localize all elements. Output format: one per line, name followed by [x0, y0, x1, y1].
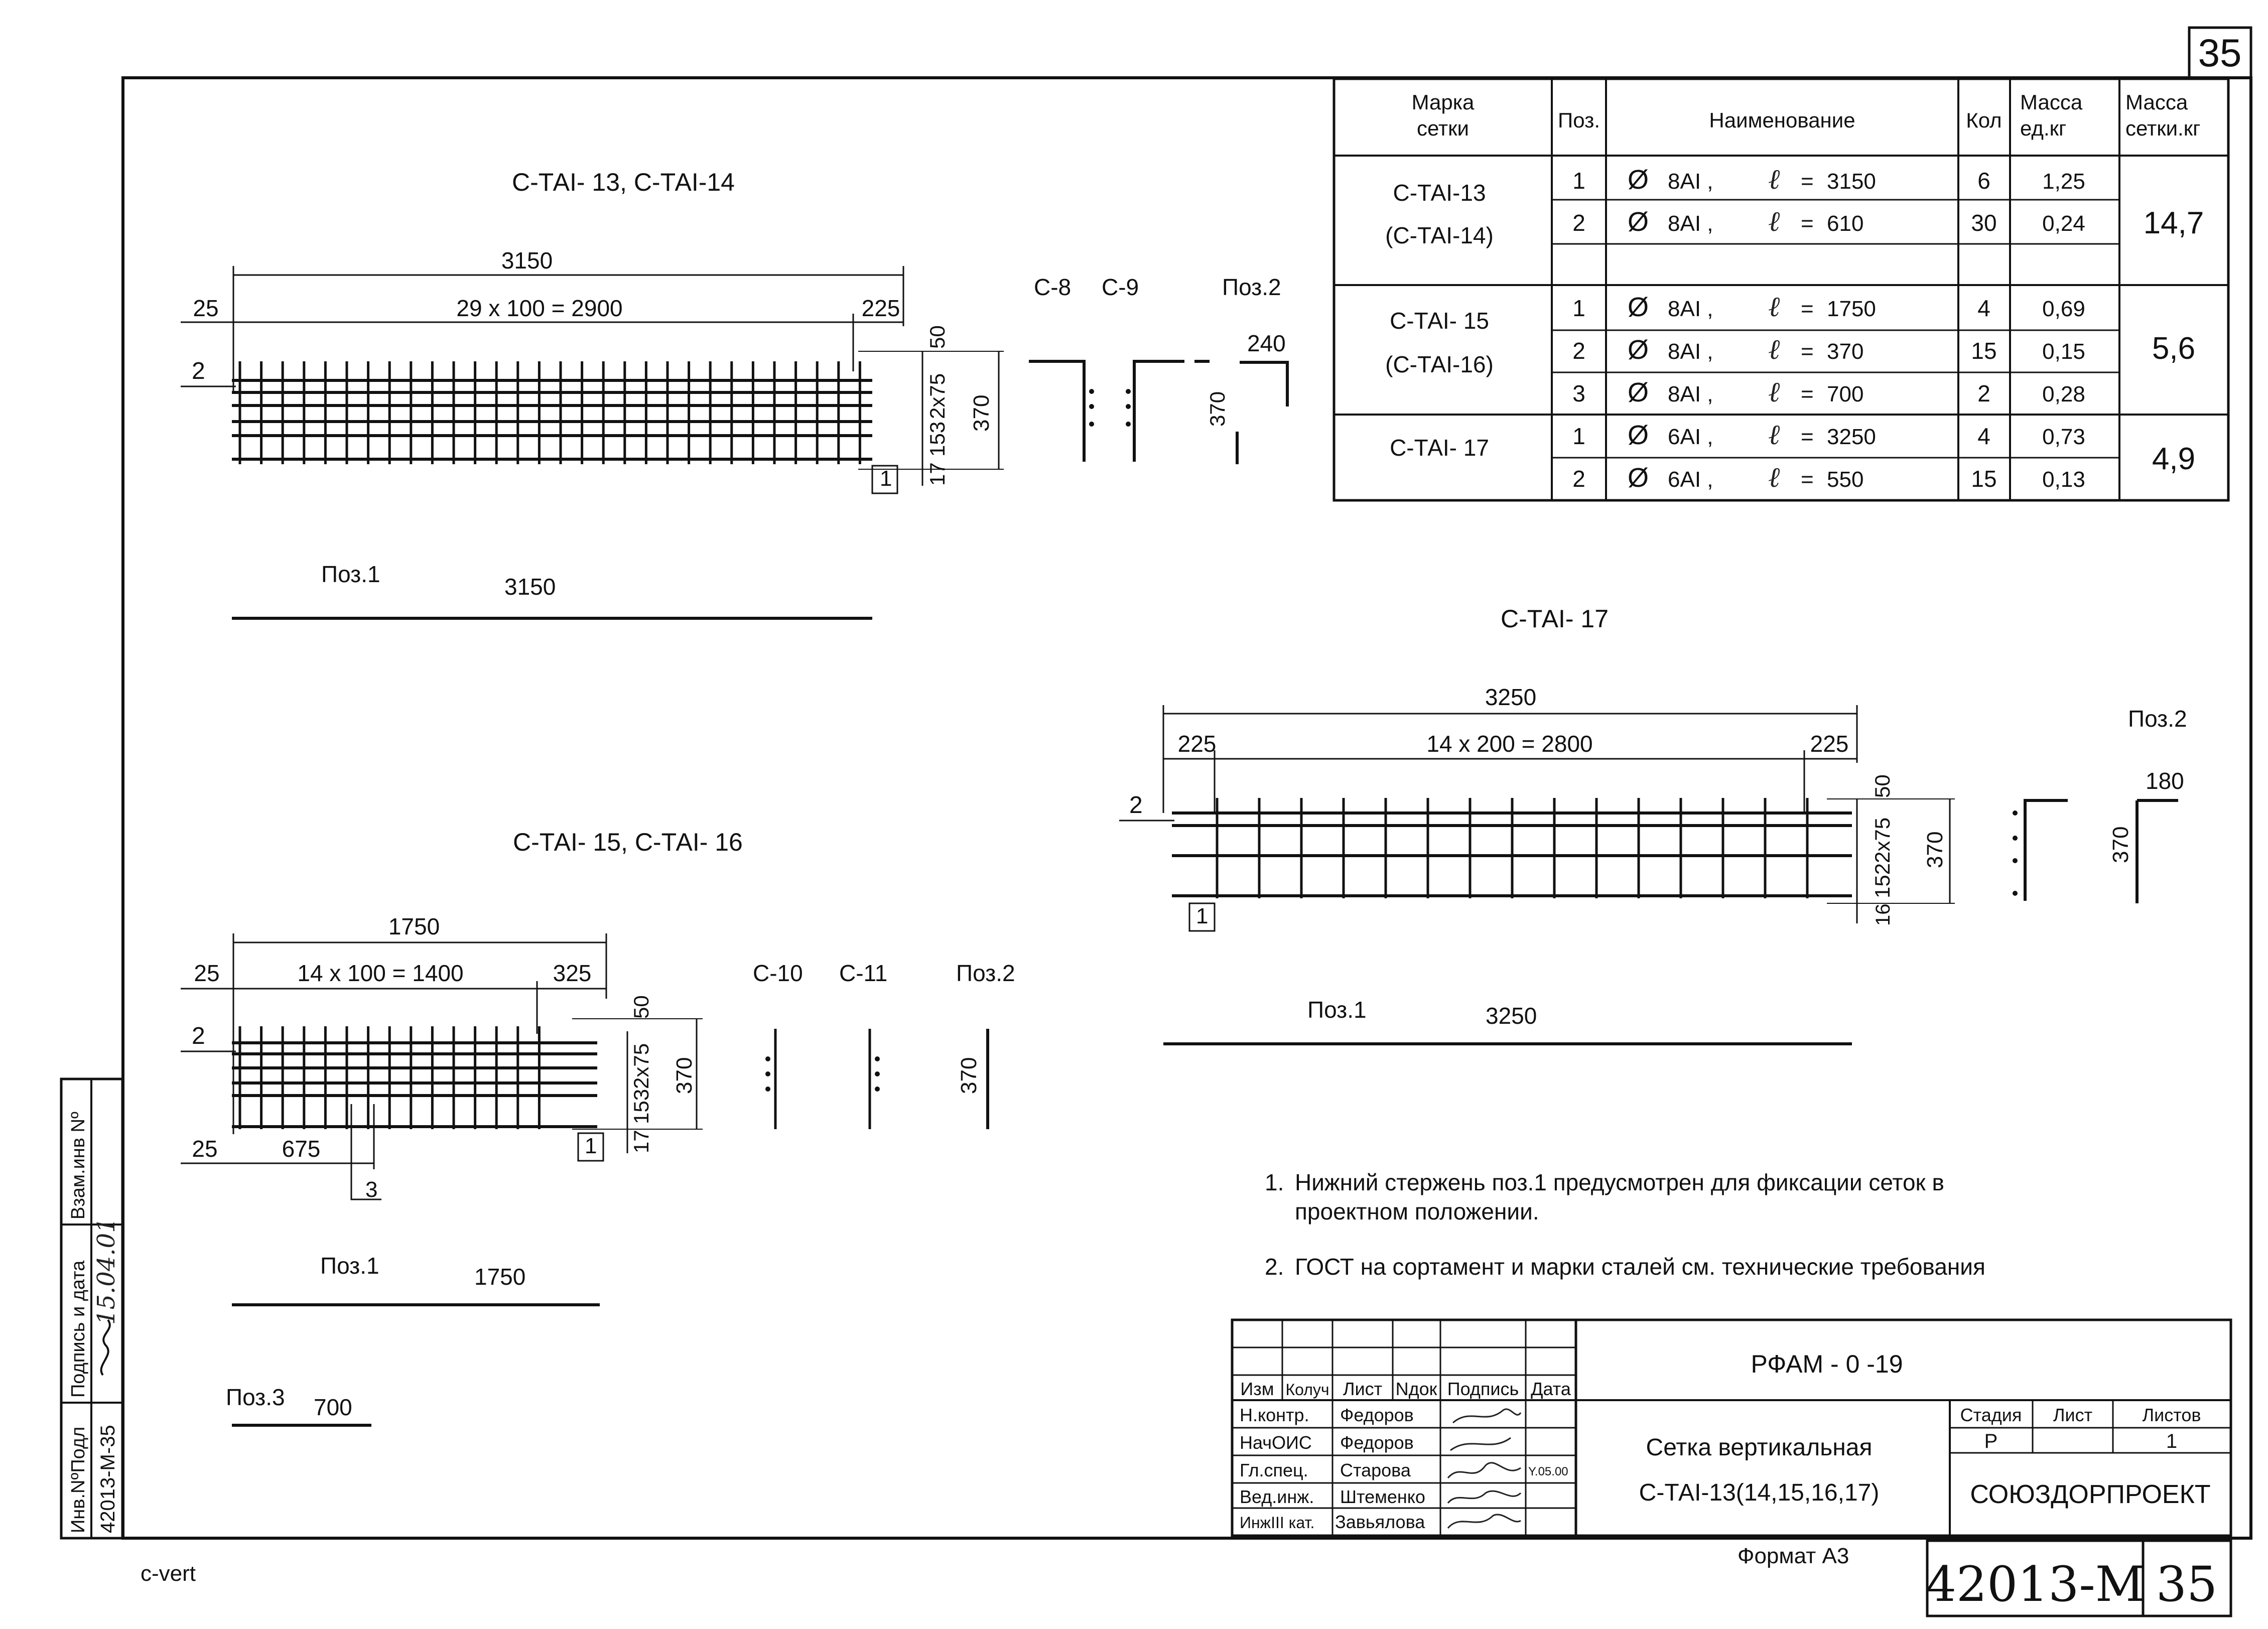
row-steel: 8АI ,: [1668, 211, 1713, 236]
tb-org: СОЮЗДОРПРОЕКТ: [1970, 1480, 2211, 1509]
format-label: Формат А3: [1738, 1544, 1849, 1568]
row-steel: 8АI ,: [1668, 297, 1713, 321]
tb-header-ndok: Nдок: [1395, 1379, 1437, 1399]
mesh-17-dim-bot: 16: [1872, 903, 1894, 926]
row-mass: 0,69: [2042, 297, 2085, 321]
group-mass-total: 14,7: [2143, 206, 2204, 240]
tb-header-date: Дата: [1531, 1379, 1571, 1399]
section-label: С-11: [839, 960, 888, 986]
pos1-length: 3250: [1486, 1003, 1537, 1029]
tb-header-list: Лист: [1343, 1379, 1383, 1399]
row-mass: 0,73: [2042, 425, 2085, 449]
signature-mark: [101, 1320, 110, 1375]
diameter-symbol: Ø: [1628, 377, 1649, 408]
pos3-length: 700: [314, 1394, 352, 1420]
mesh-15-overall: 1750: [388, 913, 440, 939]
spec-group-2: [1385, 291, 2195, 409]
row-mass: 0,24: [2042, 211, 2085, 236]
mesh-15-bottom-span: 675: [282, 1136, 321, 1162]
length-symbol: ℓ: [1768, 461, 1780, 494]
length-symbol: ℓ: [1768, 419, 1780, 451]
row-eq: =: [1801, 297, 1814, 321]
row-eq: =: [1801, 425, 1814, 449]
tb-role: Н.контр.: [1240, 1405, 1309, 1425]
spec-group-3: [1390, 419, 2195, 494]
mesh-15-left: 25: [194, 960, 220, 986]
sheet-frame: [123, 28, 2251, 1586]
mesh-17-span: 14 x 200 = 2800: [1426, 731, 1593, 757]
mesh-17-dim-low: 152: [1871, 863, 1894, 898]
header-mass-total-line2: сетки.кг: [2125, 116, 2201, 140]
tb-header-izm: Изм: [1240, 1379, 1274, 1399]
length-symbol: ℓ: [1768, 205, 1780, 238]
mesh-15-dim-low: 153: [629, 1089, 653, 1124]
row-length: 3250: [1827, 425, 1876, 449]
mesh-15-dim-mid: 2x75: [629, 1043, 653, 1089]
diameter-symbol: Ø: [1628, 335, 1649, 365]
row-mass: 0,13: [2042, 467, 2085, 492]
mesh-13-dim-low: 153: [925, 421, 949, 457]
row-steel: 8АI ,: [1668, 339, 1713, 364]
mesh-13-dim-mid: 2x75: [925, 373, 949, 419]
pos2-height: 370: [957, 1057, 981, 1094]
mesh-15-dim-bot: 17: [629, 1130, 653, 1153]
tb-role: Гл.спец.: [1240, 1460, 1308, 1480]
mesh-17-pos-left: 2: [1129, 792, 1143, 819]
row-steel: 8АI ,: [1668, 169, 1713, 194]
tb-role: НачОИС: [1240, 1432, 1312, 1453]
tb-sheets-label: Листов: [2142, 1405, 2201, 1425]
row-qty: 2: [1977, 380, 1990, 406]
tb-header-sign: Подпись: [1447, 1379, 1519, 1399]
diameter-symbol: Ø: [1628, 292, 1649, 322]
mesh-17-left: 225: [1177, 731, 1217, 757]
row-pos: 1: [1572, 295, 1585, 321]
row-qty: 15: [1971, 466, 1997, 492]
mesh-13-span: 29 x 100 = 2900: [456, 295, 623, 321]
row-pos: 3: [1572, 380, 1585, 406]
mesh-13-pos-left: 2: [192, 358, 205, 384]
row-pos: 1: [1572, 168, 1585, 194]
tb-title: Сетка вертикальная: [1646, 1434, 1873, 1461]
pos2-top: 180: [2146, 768, 2184, 794]
header-mass-unit-line2: ед.кг: [2020, 116, 2067, 140]
group-mass-total: 4,9: [2152, 442, 2196, 476]
tb-name: Завьялова: [1335, 1512, 1425, 1532]
pos1-label: Поз.1: [1307, 997, 1367, 1023]
signatures: [1448, 1409, 1521, 1528]
header-mark-line2: сетки: [1416, 116, 1470, 140]
tb-name: Штеменко: [1340, 1486, 1425, 1507]
mesh-17-overall: 3250: [1485, 684, 1537, 710]
tb-sheets-value: 1: [2166, 1430, 2178, 1452]
row-mass: 1,25: [2042, 169, 2085, 194]
mesh-17-height: 370: [1923, 831, 1947, 868]
table-row: [1572, 419, 2085, 451]
tb-name: Федоров: [1340, 1432, 1414, 1453]
mesh-15-dim-top: 50: [629, 995, 653, 1019]
row-length: 370: [1827, 339, 1864, 364]
tb-sheet-label: Лист: [2053, 1405, 2093, 1425]
pos1-label: Поз.1: [320, 1253, 379, 1279]
row-pos: 1: [1572, 423, 1585, 449]
mesh-13-height: 370: [969, 394, 994, 432]
row-pos: 2: [1572, 210, 1585, 236]
note-text: проектном положении.: [1295, 1198, 1539, 1225]
row-qty: 4: [1977, 423, 1990, 449]
tb-role: ИнжIII кат.: [1240, 1514, 1315, 1532]
inv-value: 42013-М-35: [97, 1425, 119, 1533]
length-symbol: ℓ: [1768, 376, 1780, 409]
notes: [1265, 1169, 1985, 1280]
group-mark: С-ТАI- 15: [1390, 308, 1489, 334]
side-stamp: [61, 1079, 122, 1538]
mesh-13-pos-bottom: 1: [880, 466, 892, 491]
mesh-15-drawing: [181, 828, 1015, 1425]
pos2-label: Поз.2: [1222, 274, 1281, 300]
mesh-15-height: 370: [672, 1057, 697, 1094]
length-symbol: ℓ: [1768, 291, 1780, 323]
section-label: С-10: [753, 960, 803, 986]
mesh-13-drawing: [181, 168, 1287, 618]
row-mass: 0,15: [2042, 339, 2085, 364]
length-symbol: ℓ: [1768, 333, 1780, 366]
tb-date-mark: Y.05.00: [1528, 1465, 1568, 1478]
header-mark-line1: Марка: [1411, 90, 1475, 114]
tb-subtitle: С-ТАI-13(14,15,16,17): [1639, 1479, 1880, 1506]
sheet-code: 42013-М: [1925, 1556, 2145, 1612]
note-text: Нижний стержень поз.1 предусмотрен для фиксации сеток в: [1295, 1169, 1944, 1195]
tb-name: Старова: [1340, 1460, 1411, 1480]
pos1-length: 1750: [474, 1264, 526, 1290]
table-row: [1572, 376, 2085, 409]
table-row: [1572, 163, 2085, 196]
row-qty: 4: [1977, 295, 1990, 321]
note-number: 2.: [1265, 1254, 1284, 1280]
diameter-symbol: Ø: [1628, 207, 1649, 237]
note-number: 1.: [1265, 1169, 1284, 1195]
doc-code: РФАМ - 0 -19: [1751, 1350, 1903, 1378]
diameter-symbol: Ø: [1628, 165, 1649, 195]
section-label: С-9: [1102, 274, 1139, 300]
row-qty: 6: [1977, 168, 1990, 194]
mesh-17-dim-mid: 2x75: [1871, 817, 1894, 863]
mesh-17-bars: [1172, 798, 1852, 898]
section-label: С-8: [1034, 274, 1072, 300]
title-block-text: [1240, 1350, 2217, 1612]
row-length: 1750: [1827, 297, 1876, 321]
sheet-number-bottom: 35: [2156, 1556, 2218, 1612]
group-mark: С-ТАI-13: [1393, 180, 1486, 206]
row-qty: 30: [1971, 210, 1997, 236]
note-text: ГОСТ на сортамент и марки сталей см. технические требования: [1295, 1254, 1985, 1280]
row-pos: 2: [1572, 466, 1585, 492]
row-length: 3150: [1827, 169, 1876, 194]
tb-header-koluch: Колуч: [1285, 1381, 1329, 1399]
row-length: 610: [1827, 211, 1864, 236]
mesh-13-left: 25: [193, 295, 219, 321]
length-symbol: ℓ: [1768, 163, 1780, 196]
row-mass: 0,28: [2042, 382, 2085, 406]
mesh-15-pos-3: 3: [365, 1177, 378, 1202]
pos1-label: Поз.1: [321, 561, 380, 587]
mesh-15-span: 14 x 100 = 1400: [297, 960, 464, 986]
row-pos: 2: [1572, 338, 1585, 364]
pos3-label: Поз.3: [226, 1384, 285, 1410]
pos2-label: Поз.2: [956, 960, 1015, 986]
diameter-symbol: Ø: [1628, 420, 1649, 450]
group-mark: (С-ТАI-14): [1385, 222, 1494, 248]
row-eq: =: [1801, 169, 1814, 194]
mesh-15-title: С-ТАI- 15, С-ТАI- 16: [513, 828, 743, 856]
mesh-15-pos-bottom: 1: [585, 1134, 597, 1158]
diameter-symbol: Ø: [1628, 463, 1649, 493]
pos2-top: 240: [1247, 330, 1286, 356]
pos1-length: 3150: [504, 574, 556, 600]
sign-date: 15.04.01: [92, 1217, 120, 1325]
row-eq: =: [1801, 211, 1814, 236]
mesh-13-bars: [232, 361, 872, 464]
mesh-17-dim-top: 50: [1871, 774, 1894, 798]
spec-group-1: [1385, 163, 2204, 248]
replace-label: Взам.инв Nº: [68, 1112, 89, 1219]
header-pos: Поз.: [1558, 108, 1600, 132]
row-eq: =: [1801, 467, 1814, 492]
group-mark: С-ТАI- 17: [1390, 435, 1489, 461]
tb-stage-label: Стадия: [1960, 1405, 2022, 1425]
header-name: Наименование: [1709, 108, 1855, 132]
mesh-13-dim-bot: 17: [925, 462, 949, 486]
table-row: [1572, 333, 2085, 366]
sign-label: Подпись и дата: [68, 1260, 89, 1398]
table-row: [1572, 291, 2085, 323]
tb-name: Федоров: [1340, 1405, 1414, 1425]
mesh-17-pos-bottom: 1: [1196, 904, 1209, 928]
pos2-label: Поз.2: [2128, 706, 2187, 732]
mesh-17-drawing: [1119, 605, 2187, 1044]
spec-table-headers: [1412, 90, 2201, 140]
sheet-number-top: 35: [2198, 31, 2242, 75]
table-row: [1572, 461, 2085, 494]
mesh-15-right: 325: [553, 960, 592, 986]
row-eq: =: [1801, 339, 1814, 364]
mesh-17-title: С-ТАI- 17: [1501, 605, 1609, 633]
header-mass-unit-line1: Масса: [2020, 90, 2083, 114]
mesh-13-title: С-ТАI- 13, С-ТАI-14: [512, 168, 735, 196]
footer-code: c-vert: [141, 1561, 196, 1586]
tb-stage-value: Р: [1984, 1430, 1998, 1452]
group-mass-total: 5,6: [2152, 331, 2196, 366]
mesh-13-overall: 3150: [501, 247, 553, 274]
header-mass-total-line1: Масса: [2125, 90, 2188, 114]
mesh-13-right: 225: [861, 295, 900, 321]
pos2-height: 370: [2108, 826, 2133, 863]
mesh-15-bars: [232, 1026, 597, 1129]
table-row: [1572, 205, 2085, 238]
row-steel: 6АI ,: [1668, 467, 1713, 492]
header-qty: Кол: [1966, 108, 2002, 132]
row-length: 700: [1827, 382, 1864, 406]
inv-label: Инв.NºПодл: [68, 1426, 89, 1533]
row-eq: =: [1801, 382, 1814, 406]
pos2-height: 370: [1206, 391, 1229, 427]
tb-role: Вед.инж.: [1240, 1486, 1314, 1507]
row-length: 550: [1827, 467, 1864, 492]
row-qty: 15: [1971, 338, 1997, 364]
mesh-15-bottom-left: 25: [192, 1136, 218, 1162]
mesh-17-right: 225: [1810, 731, 1849, 757]
group-mark: (С-ТАI-16): [1385, 351, 1494, 377]
mesh-13-dim-top: 50: [925, 325, 949, 349]
mesh-15-pos-left: 2: [192, 1023, 205, 1049]
row-steel: 8АI ,: [1668, 382, 1713, 406]
row-steel: 6АI ,: [1668, 425, 1713, 449]
